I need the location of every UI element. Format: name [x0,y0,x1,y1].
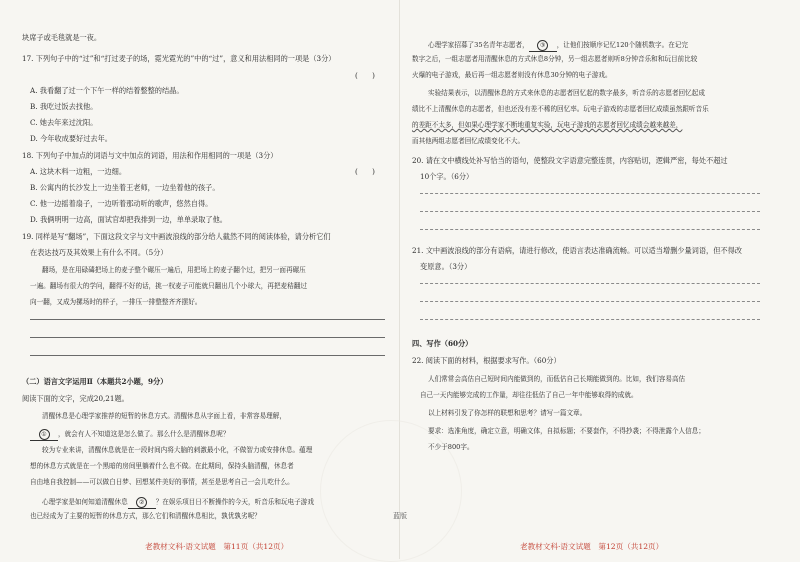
right-footer: 老教材文科·语文试题 第12页（共12页） [520,542,664,552]
q19-stem-2: 在表达技巧及其效果上有什么不同。（5分） [30,248,168,257]
left-page [0,0,400,559]
left-top-line: 块席子或毛毯就是一夜。 [22,33,102,42]
q18-option-a: A. 这块木料一边粗，一边细。 [30,167,127,176]
s2-p3: 心理学家是如何知道清醒休息 ② ？在娱乐项目日不断操作的今天，听音乐和玩电子游戏 [42,497,314,509]
s2-p1a: 清醒休息是心理学家推荐的短暂的休息方式。清醒休息从字面上看，非常容易理解， [42,412,286,420]
q19-stem-1: 19. 同样是写“翻场”，下面这段文字与文中画波浪线的部分给人截然不同的阅读体验，请分析它们 [22,232,331,241]
r-p1: 心理学家招募了35名青年志愿者， ③ ，让他们按顺序记忆120个随机数字。在记完 [428,40,688,52]
q21-answer-line-2[interactable] [420,301,760,302]
q17-option-d: D. 今年收成要好过去年。 [30,134,112,143]
r-p2a: 实验结果表示，以清醒休息的方式来休息的志愿者回忆起的数字最多，听音乐的志愿者回忆起成 [428,89,705,97]
blank-1[interactable]: ① [30,429,58,441]
right-page [400,0,800,559]
q19-passage-2: 一遍。翻场有很大的学问，翻得不好的话，挑一杈麦子可能就只翻出几个小球大，再把麦秸翻过 [30,282,307,290]
r-p2c-wavy: 的差距不太多，但如果心理学家不断地重复实验，玩电子游戏的志愿者回忆成绩会越来越差， [412,121,683,129]
q21-stem-2: 变原意。（3分） [420,262,472,271]
blank-3[interactable]: ③ [529,40,557,52]
q18-bracket: ( ) [355,167,375,176]
q20-stem-1: 20. 请在文中横线处补写恰当的语句，使整段文字语意完整连贯，内容贴切，逻辑严密，每处不超过 [412,156,728,165]
q17-option-b: B. 我吃过饭去找他。 [30,102,98,111]
q22-material-1: 人们常常会高估自己短时间内能做到的，而低估自己长期能做到的。比如，我们容易高估 [428,375,686,383]
q20-stem-2: 10个字。（6分） [420,172,474,181]
q17-stem: 17. 下列句子中的“过”和“打过麦子的场，霓光霓光的”中的“过”，意义和用法相同的一项是（3分） [22,54,336,63]
s2-p2a: 较为专业来讲，清醒休息就是在一段时间内将大脑的刺激最小化，不做智力或安排休息。蕴理 [42,446,313,454]
s2-p2c: 自由地自我控制——可以做白日梦、回想某件美好的事情，甚至是思考自己一会儿吃什么。 [30,478,294,486]
binding-stamp: 蓝版 [393,512,407,520]
q17-option-c: C. 她去年来过沈阳。 [30,118,98,127]
q21-stem-1: 21. 文中画波浪线的部分有语病，请进行修改，使语言表达准确流畅。可以适当增删少量词语，但不得改 [412,246,742,255]
q18-option-d: D. 我俩明明一边高，面试官却把我排到一边，单单录取了他。 [30,215,227,224]
section2-intro: 阅读下面的文字，完成20,21题。 [22,394,129,403]
q22-material-2: 自己一天内能够完成的工作量，却往往低估了自己一年中能够取得的成就。 [420,391,638,399]
blank-2[interactable]: ② [128,497,156,509]
q22-requirement-2: 不少于800字。 [428,443,474,451]
q19-answer-line-2[interactable] [30,337,385,338]
q19-answer-line-3[interactable] [30,355,385,356]
q21-answer-line-1[interactable] [420,283,760,284]
q19-passage-1: 翻场，是在用碌碡把场上的麦子整个碾压一遍后，用把场上的麦子翻个过，把另一面再碾压 [42,266,306,274]
q19-answer-line-1[interactable] [30,319,385,320]
q20-answer-line-2[interactable] [420,211,760,212]
section2-heading: （二）语言文字运用Ⅱ（本题共2小题，9分） [22,377,168,386]
q22-material-3: 以上材料引发了你怎样的联想和思考？请写一篇文章。 [428,409,587,417]
q20-answer-line-1[interactable] [420,193,760,194]
q18-stem: 18. 下列句子中加点的词语与文中加点的词语，用法和作用相同的一项是（3分） [22,151,278,160]
left-footer: 老教材文科·语文试题 第11页（共12页） [145,542,289,552]
s2-p2b: 想的休息方式就是在一个黑暗的房间里躺着什么也不做。在此期间，保持头脑清醒，休息者 [30,462,294,470]
q17-bracket: ( ) [355,71,375,80]
r-p1c: 火爆的电子游戏，最后再一组志愿者则没有休息30分钟的电子游戏。 [412,71,612,79]
q18-option-c: C. 他一边摇着扇子，一边听着那动听的歌声，悠然自得。 [30,199,213,208]
q22-requirement-1: 要求：选准角度，确定立意，明确文体，自拟标题；不要套作，不得抄袭；不得泄露个人信息； [428,427,705,435]
r-p2d: 而其他两组志愿者回忆成绩变化不大。 [412,137,525,145]
s2-p1b: ① ，就会有人不知道这是怎么做了。那么什么是清醒休息呢？ [30,429,229,441]
q19-passage-3: 向一翻，又成为摞场时的样子，一排压一排整整齐齐摆好。 [30,298,202,306]
q22-stem: 22. 阅读下面的材料，根据要求写作。（60分） [412,356,561,365]
q17-option-a: A. 我看翻了过一个下午一样的结着整整的结晶。 [30,86,184,95]
s2-p3b: 也已经成为了主要的短暂的休息方式，那么它们和清醒休息相比，孰优孰劣呢？ [30,512,261,520]
section4-heading: 四、写作（60分） [412,339,473,348]
r-p2b: 绩比不上清醒休息的志愿者，但也还没有差不稀的回忆率。玩电子游戏的志愿者回忆成绩虽然跟听音乐 [412,105,709,113]
r-p1b: 数字之后，一组志愿者用清醒休息的方式休息8分钟，另一组志愿者则听8分钟音乐和和玩目前比较 [412,55,698,63]
q21-answer-line-3[interactable] [420,319,760,320]
q20-answer-line-3[interactable] [420,229,760,230]
q18-option-b: B. 公寓内的长沙发上一边坐着王老师，一边坐着他的孩子。 [30,183,220,192]
